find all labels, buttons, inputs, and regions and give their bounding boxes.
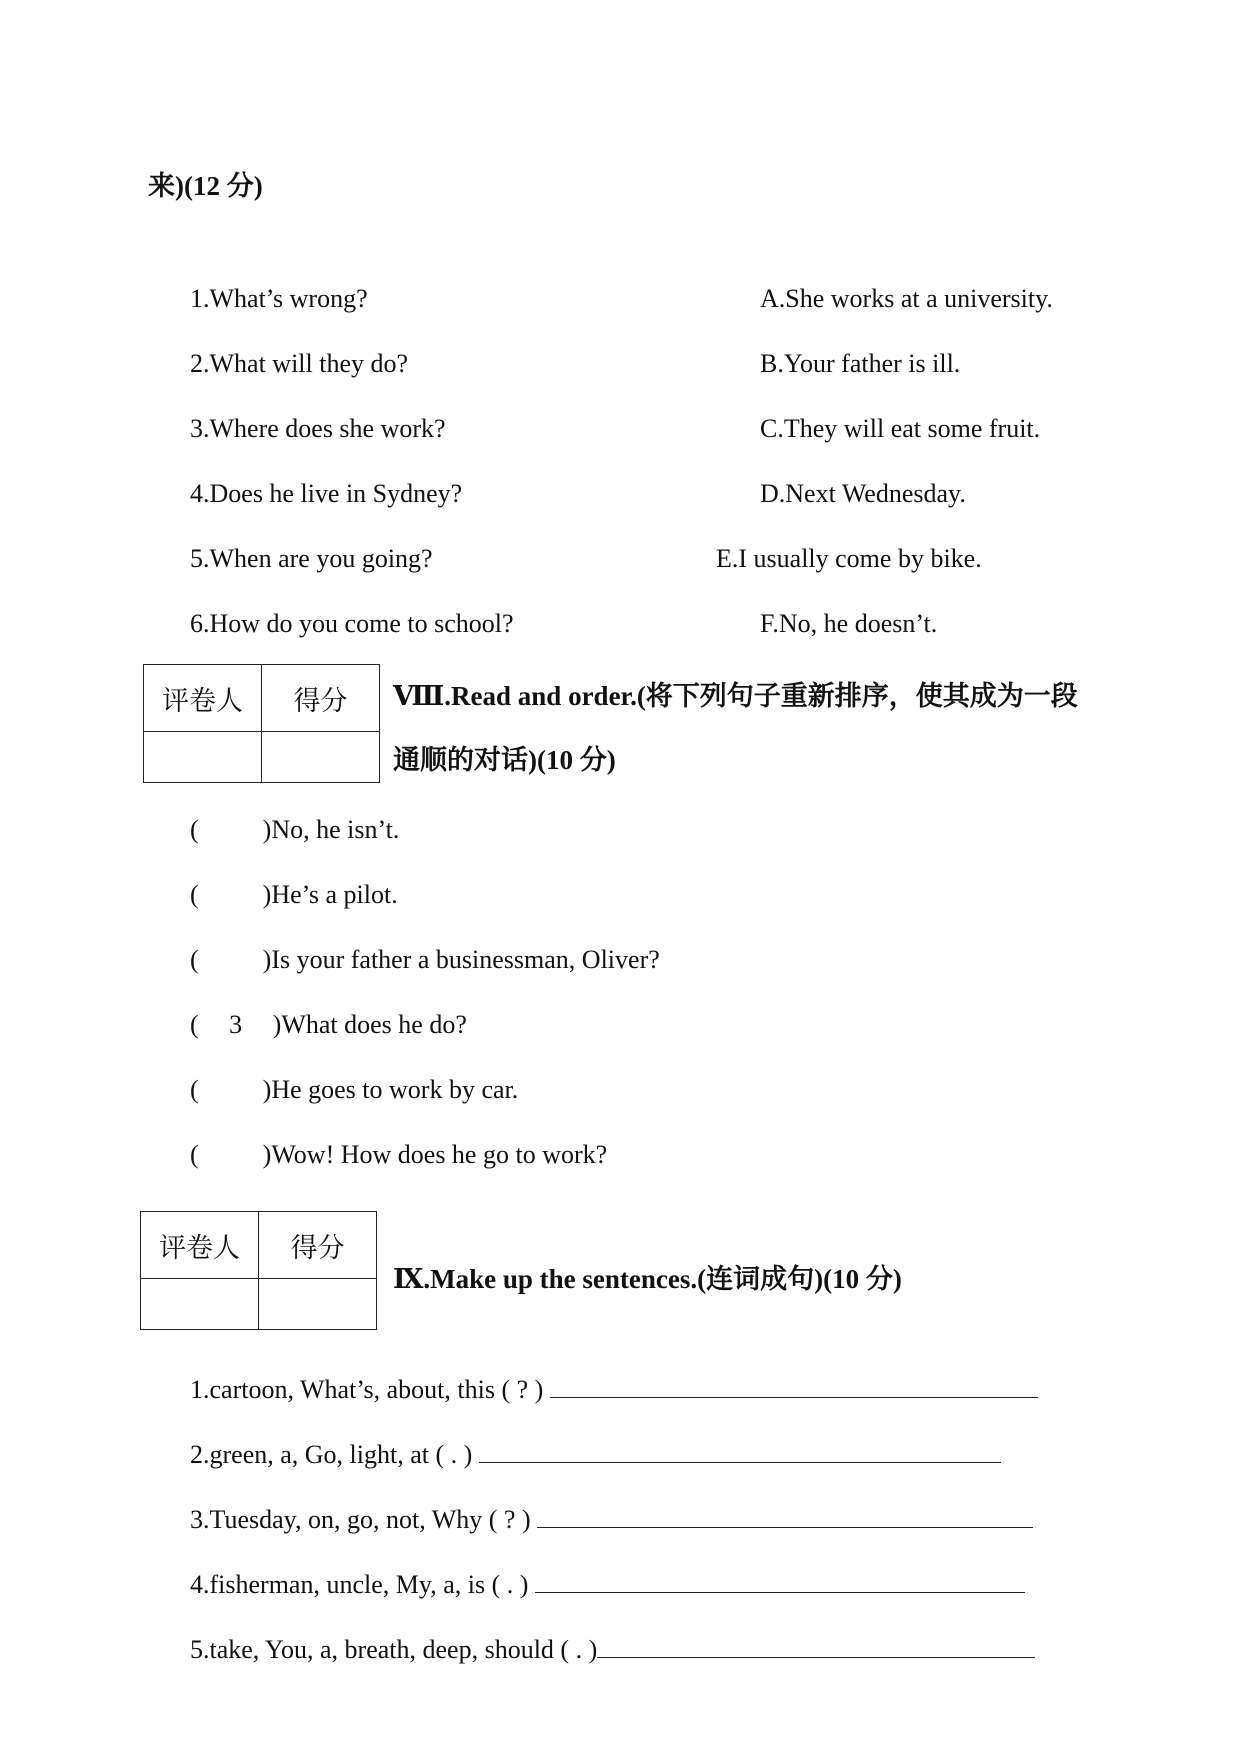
section8-title-line1: Ⅷ.Read and order.(将下列句子重新排序，使其成为一段 <box>393 681 1078 711</box>
order-text: )What does he do? <box>272 1010 467 1039</box>
answer-line[interactable] <box>537 1505 1033 1528</box>
matching-answer: B.Your father is ill. <box>760 349 961 378</box>
order-item: ( )Wow! How does he go to work? <box>190 1140 608 1169</box>
matching-answer: C.They will eat some fruit. <box>760 414 1041 443</box>
matching-question: 2.What will they do? <box>190 349 409 378</box>
matching-question: 4.Does he live in Sydney? <box>190 479 463 508</box>
order-number-blank[interactable]: 3 <box>229 1010 243 1039</box>
sentence-words: 4.fisherman, uncle, My, a, is ( . ) <box>190 1570 529 1599</box>
sentence-words: 3.Tuesday, on, go, not, Why ( ? ) <box>190 1505 531 1534</box>
score-cell[interactable] <box>262 732 380 783</box>
order-item: ( )He goes to work by car. <box>190 1075 519 1104</box>
order-text: )Is your father a businessman, Oliver? <box>262 945 660 974</box>
matching-question: 3.Where does she work? <box>190 414 446 443</box>
answer-line[interactable] <box>479 1440 1001 1463</box>
order-item: ( )He’s a pilot. <box>190 880 398 909</box>
matching-answer: F.No, he doesn’t. <box>760 609 938 638</box>
answer-line[interactable] <box>535 1570 1025 1593</box>
sentence-words: 5.take, You, a, breath, deep, should ( . ) <box>190 1635 598 1664</box>
score-label: 得分 <box>259 1212 377 1279</box>
section8-title-line2: 通顺的对话)(10 分) <box>393 745 616 775</box>
order-item: ( )Is your father a businessman, Oliver? <box>190 945 660 974</box>
sentence-item <box>190 1570 1025 1600</box>
grader-cell[interactable] <box>144 732 262 783</box>
score-label: 得分 <box>262 665 380 732</box>
matching-question: 5.When are you going? <box>190 544 433 573</box>
answer-line[interactable] <box>550 1375 1038 1398</box>
matching-question: 1.What’s wrong? <box>190 284 368 313</box>
sentence-words: 1.cartoon, What’s, about, this ( ? ) <box>190 1375 544 1404</box>
sentence-item <box>190 1440 1001 1470</box>
sentence-item <box>190 1635 1035 1665</box>
order-item: ( 3 )What does he do? <box>190 1010 467 1039</box>
order-text: )He goes to work by car. <box>262 1075 519 1104</box>
order-item: ( )No, he isn’t. <box>190 815 400 844</box>
score-cell[interactable] <box>259 1279 377 1330</box>
section9-title: Ⅸ.Make up the sentences.(连词成句)(10 分) <box>393 1264 902 1294</box>
order-text: )He’s a pilot. <box>262 880 398 909</box>
matching-answer: A.She works at a university. <box>760 284 1053 313</box>
order-text: )Wow! How does he go to work? <box>262 1140 608 1169</box>
answer-line[interactable] <box>597 1635 1035 1658</box>
section-heading-continued: 来)(12 分) <box>148 171 263 201</box>
matching-answer: D.Next Wednesday. <box>760 479 966 508</box>
grader-cell[interactable] <box>141 1279 259 1330</box>
sentence-item <box>190 1375 1038 1405</box>
grader-label: 评卷人 <box>144 665 262 732</box>
grader-label: 评卷人 <box>141 1212 259 1279</box>
matching-answer: E.I usually come by bike. <box>716 544 982 573</box>
score-box-section9 <box>140 1211 377 1330</box>
matching-question: 6.How do you come to school? <box>190 609 514 638</box>
order-text: )No, he isn’t. <box>262 815 400 844</box>
sentence-item <box>190 1505 1033 1535</box>
score-box-section8 <box>143 664 380 783</box>
sentence-words: 2.green, a, Go, light, at ( . ) <box>190 1440 473 1469</box>
